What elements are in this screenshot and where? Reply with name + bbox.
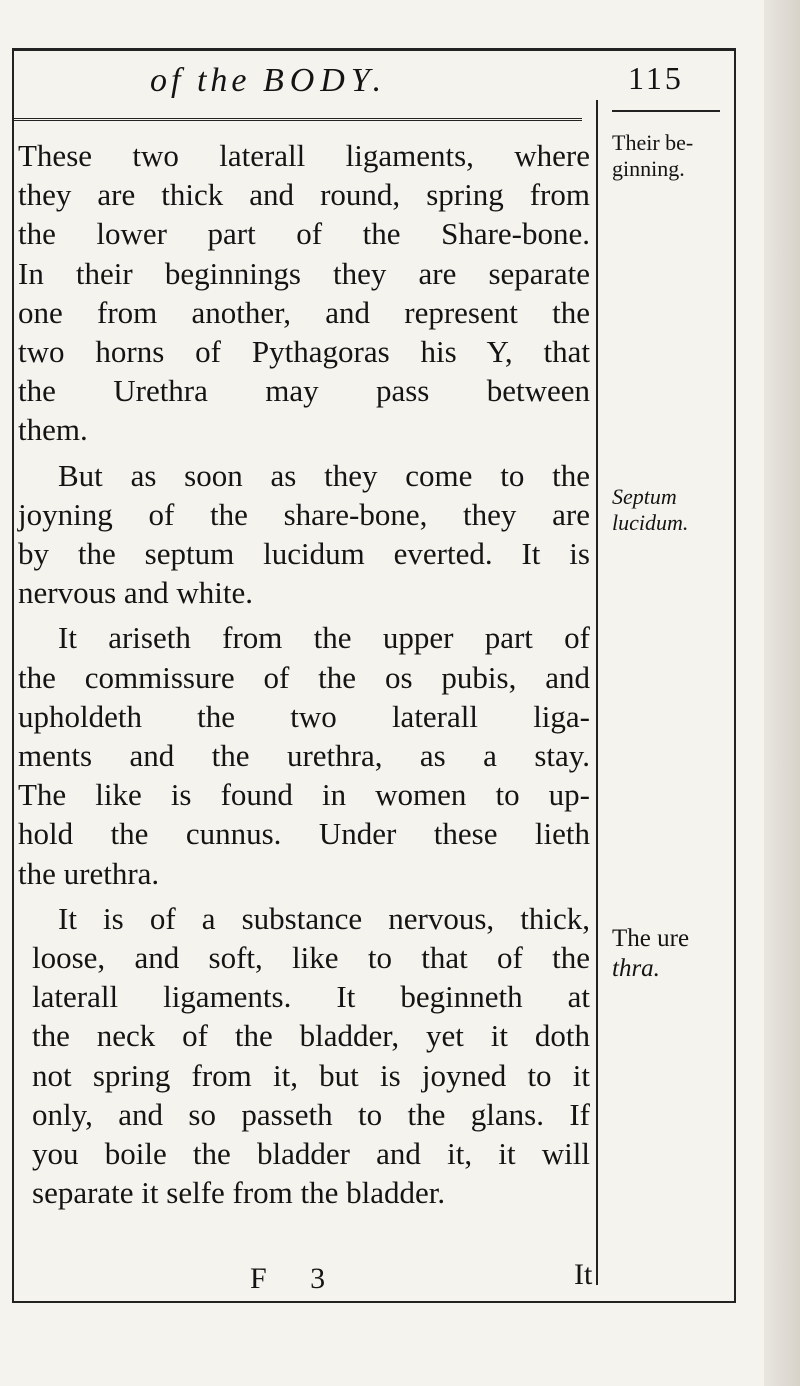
main-text (18, 136, 590, 1212)
page-number: 115 (628, 60, 684, 96)
signature-mark: F 3 (250, 1262, 344, 1295)
margin-note-line: ginning. (612, 156, 685, 181)
text-line: the neck of the bladder, yet it doth (32, 1018, 590, 1054)
margin-column-rule (596, 100, 598, 1285)
text-line: one from another, and represent the (18, 294, 590, 330)
text-line: them. (18, 412, 88, 448)
margin-note-line: lucidum. (612, 510, 689, 535)
text-line: laterall ligaments. It beginneth at (32, 979, 590, 1015)
catchword: It (574, 1258, 593, 1291)
text-line: they are thick and round, spring from (18, 177, 590, 213)
text-line: But as soon as they come to the (58, 457, 590, 493)
text-line: The like is found in women to up- (18, 777, 590, 813)
page-edge (764, 0, 800, 1386)
paragraph-1 (18, 136, 590, 450)
text-line: hold the cunnus. Under these lieth (18, 816, 590, 852)
margin-note-beginning (612, 130, 742, 182)
paragraph-4 (18, 899, 590, 1213)
text-line: loose, and soft, like to that of the (32, 940, 590, 976)
margin-header-rule (612, 110, 720, 112)
running-head-main: BODY. (262, 62, 388, 99)
margin-note-line: The ure (612, 925, 690, 952)
margin-note-septum (612, 484, 742, 536)
text-line: the lower part of the Share-bone. (18, 216, 590, 252)
text-line: upholdeth the two laterall liga- (18, 698, 590, 734)
text-line: two horns of Pythagoras his Y, that (18, 334, 590, 370)
text-line: It is of a substance nervous, thick, (58, 900, 590, 936)
text-line: joyning of the share-bone, they are (18, 496, 590, 532)
text-line: the urethra. (18, 855, 160, 891)
paragraph-2 (18, 456, 590, 613)
text-line: nervous and white. (18, 575, 254, 611)
margin-note-line: thra. (612, 955, 660, 982)
text-line: the Urethra may pass between (18, 373, 590, 409)
text-line: the commissure of the os pubis, and (18, 659, 590, 695)
text-line: separate it selfe from the bladder. (32, 1175, 446, 1211)
text-line: you boile the bladder and it, it will (32, 1136, 590, 1172)
running-head (150, 62, 387, 100)
text-line: These two laterall ligaments, where (18, 138, 590, 173)
running-head-prefix: of the (150, 62, 251, 99)
text-line: It ariseth from the upper part of (58, 620, 590, 656)
header-rule (12, 118, 582, 121)
text-line: by the septum lucidum everted. It is (18, 536, 590, 572)
text-line: ments and the urethra, as a stay. (18, 738, 590, 774)
margin-note-urethra (612, 924, 742, 984)
margin-note-line: Their be- (612, 130, 694, 155)
text-line: In their beginnings they are separate (18, 255, 590, 291)
text-line: only, and so passeth to the glans. If (32, 1096, 590, 1132)
text-line: not spring from it, but is joyned to it (32, 1057, 590, 1093)
margin-note-line: Septum (612, 484, 677, 509)
paragraph-3 (18, 618, 590, 892)
